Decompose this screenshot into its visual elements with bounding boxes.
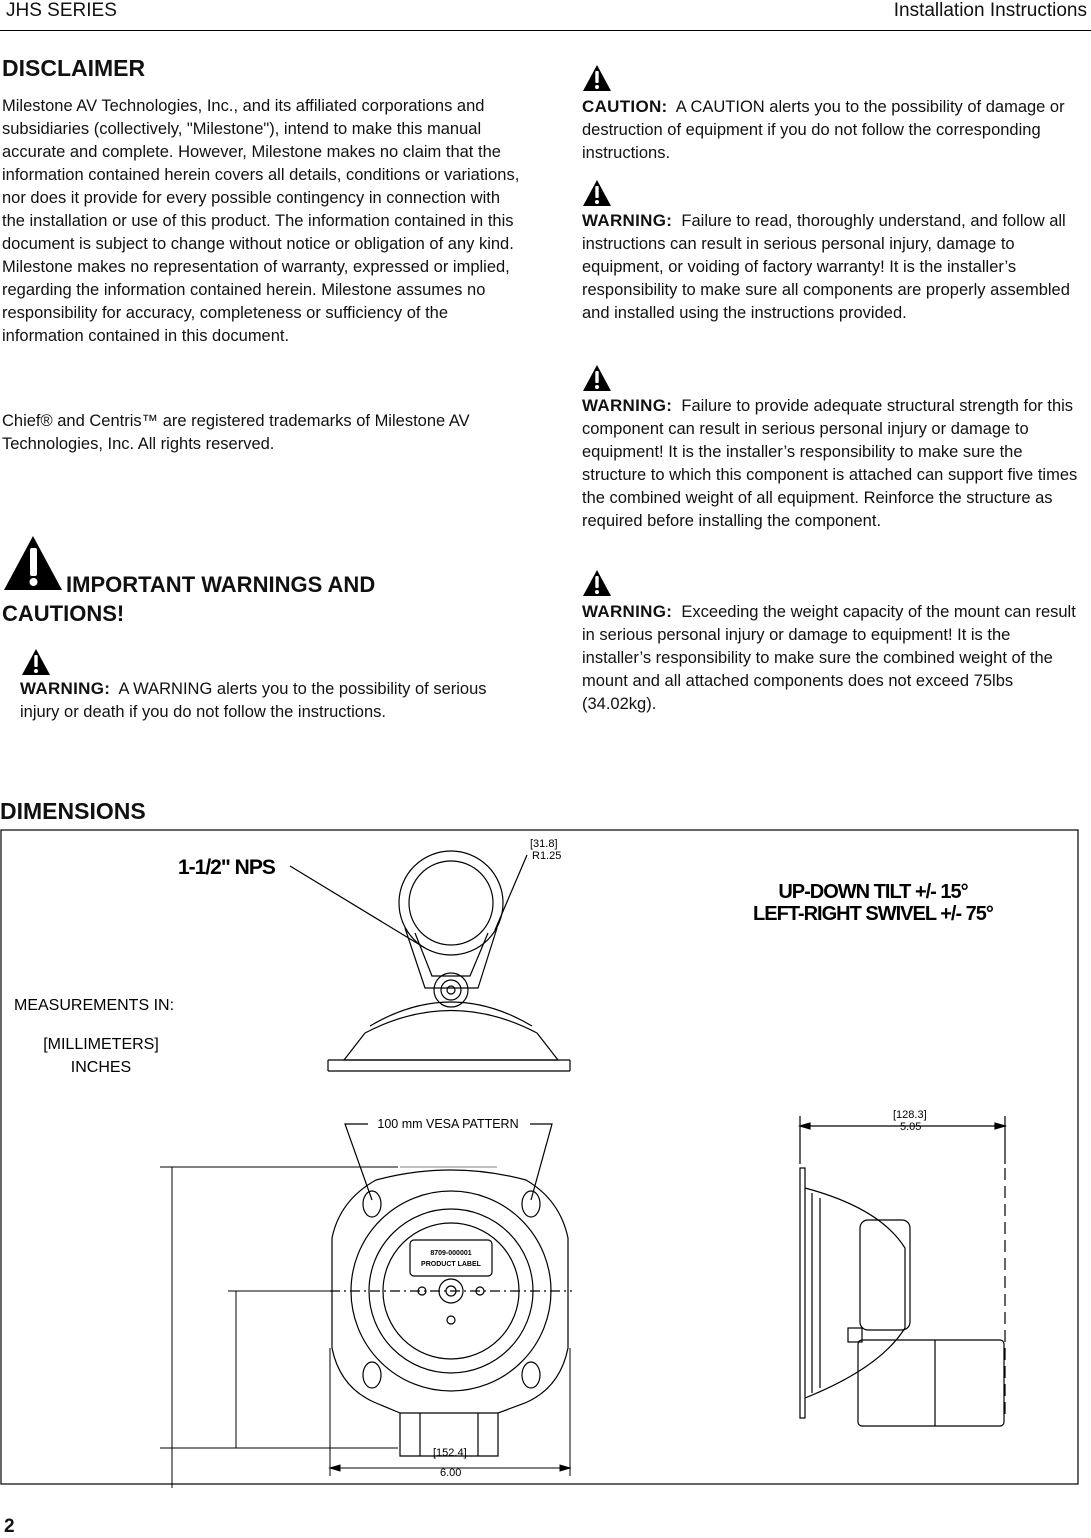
warning-icon (21, 648, 51, 676)
product-label-part: 8709-000001 (430, 1250, 472, 1257)
notice-warning-structure (582, 394, 1088, 533)
drawing-frame (1, 830, 1078, 1484)
front-view (330, 1117, 572, 1456)
large-warning-icon (2, 534, 64, 592)
header-doc-type: Installation Instructions (893, 0, 1087, 21)
units-mm: [MILLIMETERS] (43, 1036, 159, 1053)
page-number: 2 (4, 1516, 15, 1537)
trademark-notice: Chief® and Centris™ are registered trademarks of Milestone AV Technologies, Inc. All rights reserved. (2, 412, 470, 453)
radius-leader (495, 855, 527, 930)
warning-text: A WARNING alerts you to the possibility of serious injury or death if you do not follow the instructions. (20, 680, 487, 721)
depth-in: 5.05 (900, 1121, 922, 1133)
depth-mm: [128.3] (893, 1109, 927, 1121)
dimensions-title: DIMENSIONS (0, 798, 146, 824)
important-warning (20, 677, 510, 724)
notice-text: A CAUTION alerts you to the possibility of damage or destruction of equipment if you do not follow the corresponding instructions. (582, 98, 1065, 162)
radius-mm: [31.8] (530, 838, 558, 850)
product-label-name: PRODUCT LABEL (421, 1261, 481, 1268)
warning-icon (582, 179, 612, 207)
tilt-label: UP-DOWN TILT +/- 15° (778, 881, 968, 903)
swivel-label: LEFT-RIGHT SWIVEL +/- 75° (753, 903, 993, 925)
important-title-line2: CAUTIONS! (2, 601, 125, 626)
notice-caution (582, 95, 1082, 165)
height-dimension (160, 1167, 398, 1488)
notice-warning-instructions (582, 209, 1088, 325)
notice-text: Failure to provide adequate structural strength for this component can result in serious personal injury or damage to equipment! It is the installer’s responsibility to make sure the structure to which this component is attached can support five times the combined weight of all equipment. Reinforce the structure as required before installing the component. (582, 397, 1078, 530)
important-title-line1: IMPORTANT WARNINGS AND (66, 572, 376, 597)
width-in: 6.00 (440, 1467, 462, 1479)
units-in: INCHES (70, 1059, 132, 1076)
dimension-drawing (0, 828, 1091, 1488)
disclaimer-body: Milestone AV Technologies, Inc., and its affiliated corporations and subsidiaries (collectively, "Milestone"), intend to make this manual accurate and complete. However, Milestone makes no claim that the information contained herein covers all details, conditions or variations, nor does it provide for every possible contingency in connection with the installation or use of this product. The information contained in this document is subject to change without notice or obligation of any kind. Milestone makes no representation of warranty, expressed or implied, regarding the information contained herein. Milestone assumes no responsibility for accuracy, completeness or sufficiency of the information contained in this document. (2, 97, 520, 345)
header-rule (0, 30, 1091, 31)
notice-warning-weight (582, 600, 1082, 716)
vesa-pattern-label: 100 mm VESA PATTERN (377, 1117, 519, 1131)
notice-label: WARNING: (582, 211, 673, 230)
notice-label: WARNING: (582, 396, 673, 415)
notice-label: CAUTION: (582, 97, 668, 116)
header-series: JHS SERIES (6, 0, 117, 21)
notice-text: Exceeding the weight capacity of the mount can result in serious personal injury or damage to equipment! It is the installer’s responsibility to make sure the combined weight of the mount and all attached components does not exceed 75lbs (34.02kg). (582, 603, 1076, 713)
measurements-in: MEASUREMENTS IN: (14, 997, 175, 1014)
radius-in: R1.25 (532, 850, 562, 862)
nps-label: 1-1/2" NPS (178, 856, 275, 879)
notice-text: Failure to read, thoroughly understand, and follow all instructions can result in serious personal injury, damage to equipment, or voiding of factory warranty! It is the installer’s responsibility to make sure all components are properly assembled and installed using the instructions provided. (582, 212, 1070, 322)
notice-label: WARNING: (582, 602, 673, 621)
warning-label: WARNING: (20, 679, 111, 698)
caution-icon (582, 64, 612, 92)
width-mm: [152.4] (433, 1447, 467, 1459)
warning-icon (582, 569, 612, 597)
side-view (800, 1116, 1005, 1426)
disclaimer-title: DISCLAIMER (2, 55, 146, 81)
warning-icon (582, 364, 612, 392)
top-view (290, 851, 570, 1071)
